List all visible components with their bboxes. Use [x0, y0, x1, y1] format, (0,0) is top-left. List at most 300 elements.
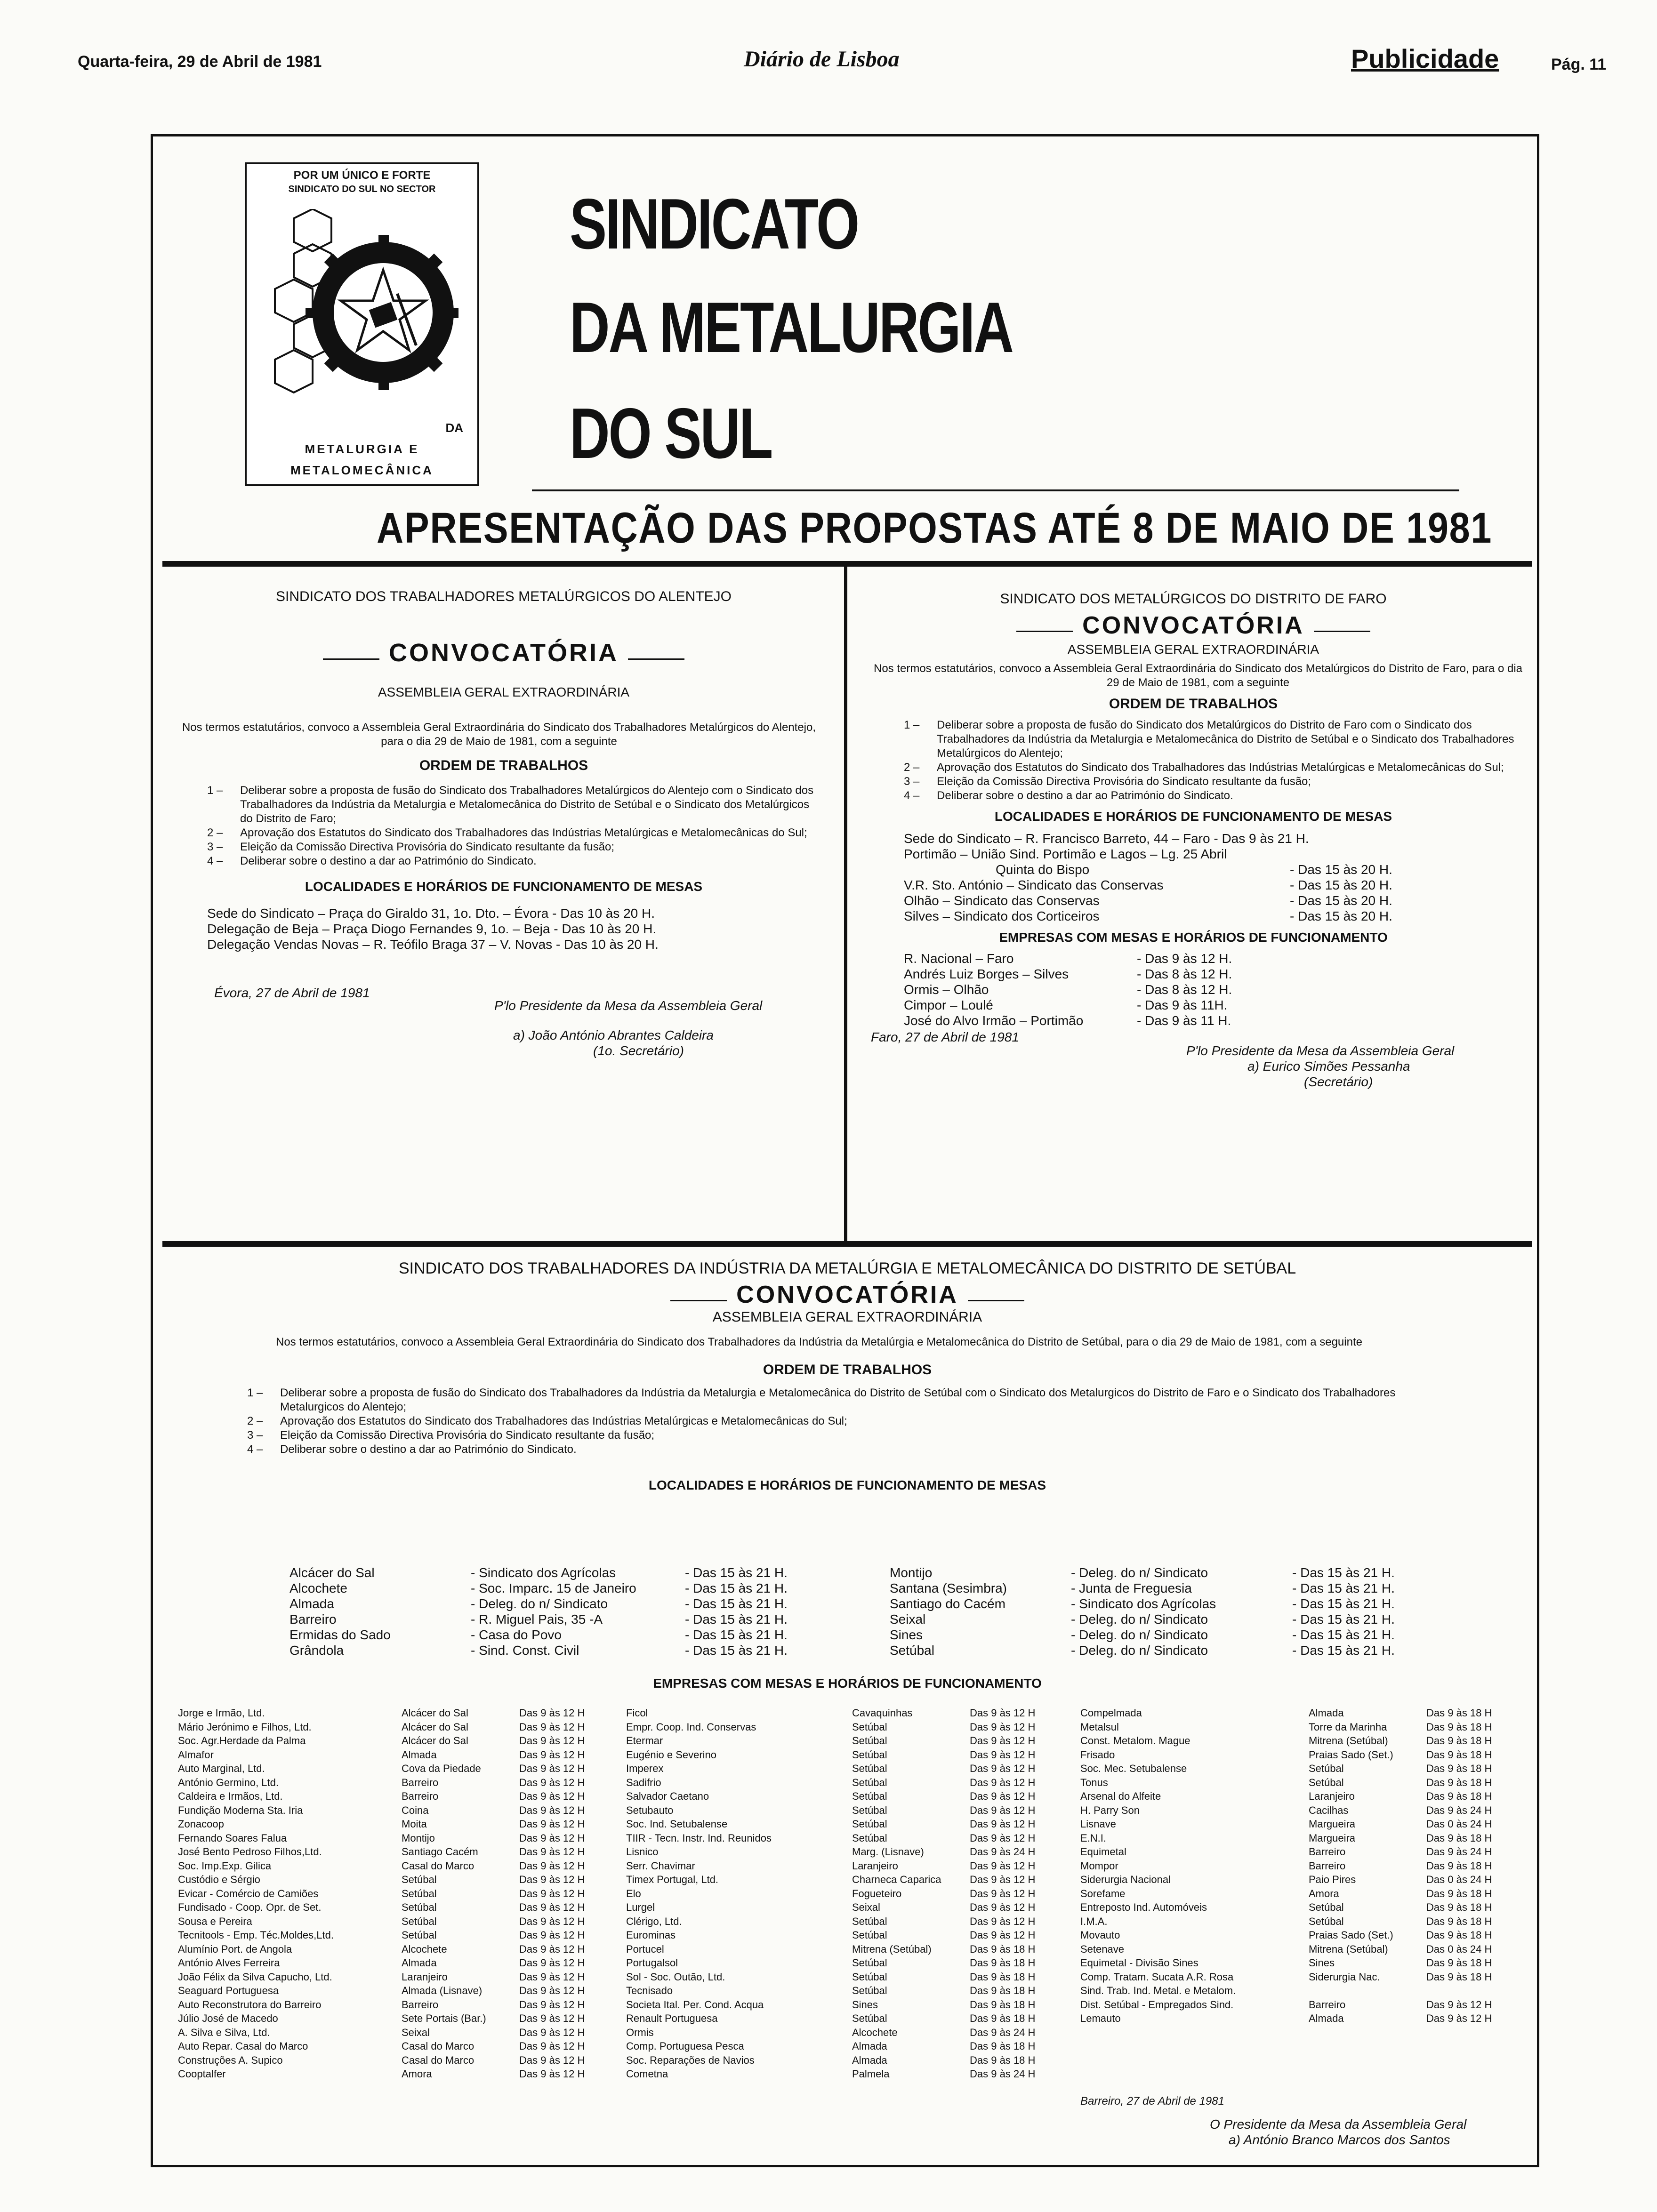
location-row-cell: - Deleg. do n/ Sindicato — [1071, 1612, 1208, 1627]
company-row-cell: Almada — [1309, 1707, 1344, 1719]
company-row-cell: Júlio José de Macedo — [178, 2012, 278, 2024]
location-row-cell: - Das 15 às 21 H. — [1292, 1612, 1395, 1627]
company-row-cell: Alcochete — [402, 1943, 447, 1955]
company-row-cell: Sind. Trab. Ind. Metal. e Metalom. — [1080, 1985, 1236, 1996]
company-row-cell: Das 9 às 12 H — [970, 1859, 1036, 1872]
logo-line-3: DA — [445, 421, 463, 435]
company-row-cell: Comp. Portuguesa Pesca — [626, 2040, 744, 2052]
company-row-cell: A. Silva e Silva, Ltd. — [178, 2026, 270, 2038]
setubal-org: SINDICATO DOS TRABALHADORES DA INDÚSTRIA DA METALÚRGIA E METALOMECÂNICA DO DISTRITO DE SETÚBAL — [398, 1259, 1296, 1277]
company-row-cell: António Alves Ferreira — [178, 1957, 280, 1969]
company-row: R. Nacional – Faro - Das 9 às 12 H. — [904, 951, 1232, 966]
page-number: Pág. 11 — [1551, 56, 1607, 73]
company-row-cell: Das 9 às 12 H — [970, 1707, 1036, 1719]
location-row-cell: - Deleg. do n/ Sindicato — [1071, 1565, 1208, 1580]
company-row-cell: Das 9 às 18 H — [1426, 1859, 1492, 1872]
company-row — [626, 1915, 1059, 1929]
logo-line-5: METALOMECÂNICA — [290, 463, 434, 477]
location-row-cell: - Das 15 às 21 H. — [1292, 1581, 1395, 1595]
company-row-cell: Setúbal — [1309, 1763, 1344, 1774]
company-row-cell: Caldeira e Irmãos, Ltd. — [178, 1790, 283, 1802]
company-row-cell: Compelmada — [1080, 1707, 1142, 1719]
company-row — [178, 1706, 609, 1720]
company-row-cell — [1426, 1984, 1516, 1998]
company-row — [178, 1762, 609, 1776]
location-row: V.R. Sto. António – Sindicato das Conservas - Das 15 às 20 H. — [904, 878, 1392, 892]
faro-agenda — [904, 718, 1530, 803]
agenda-item: 4 – Deliberar sobre o destino a dar ao Património do Sindicato. — [207, 855, 537, 867]
company-row-cell: Das 0 às 24 H — [1426, 1874, 1492, 1885]
company-row — [178, 1956, 609, 1970]
company-row-cell: Santiago Cacém — [402, 1846, 478, 1858]
company-row-cell: Das 9 às 18 H — [1426, 1915, 1492, 1927]
location-row-cell: - Sind. Const. Civil — [471, 1643, 579, 1658]
company-row-cell: Alcácer do Sal — [402, 1735, 468, 1747]
company-row-cell: Das 9 às 12 H — [519, 1804, 585, 1816]
company-row-cell: Das 9 às 18 H — [1426, 1832, 1492, 1844]
agenda-item: 4 – Deliberar sobre o destino a dar ao Património do Sindicato. — [904, 789, 1233, 802]
company-row-cell: Fundisado - Coop. Opr. de Set. — [178, 1901, 322, 1913]
company-row — [178, 1748, 609, 1762]
company-row-cell: Alumínio Port. de Angola — [178, 1943, 292, 1955]
faro-ordem: ORDEM DE TRABALHOS — [1109, 696, 1278, 712]
location-row-cell: Almada — [290, 1596, 334, 1611]
location-row — [890, 1627, 1415, 1643]
company-row-cell: Siderurgia Nacional — [1080, 1874, 1171, 1885]
company-row-cell: Setúbal — [852, 1735, 887, 1747]
company-row-cell: Soc. Imp.Exp. Gilica — [178, 1859, 272, 1872]
location-row-cell: - Das 15 às 21 H. — [685, 1596, 788, 1611]
company-row-cell: Setúbal — [402, 1901, 437, 1913]
location-row-cell: - Deleg. do n/ Sindicato — [1071, 1643, 1208, 1658]
company-row-cell: Laranjeiro — [402, 1971, 448, 1983]
company-row-cell: Das 9 às 18 H — [970, 1985, 1036, 1996]
company-row-cell: Clérigo, Ltd. — [626, 1915, 682, 1927]
company-row-cell: Elo — [626, 1887, 641, 1899]
alentejo-convocatoria — [169, 638, 838, 667]
company-row-cell: Das 9 às 18 H — [970, 1971, 1036, 1983]
location-row-cell: - Das 15 às 21 H. — [685, 1627, 788, 1642]
company-row — [1080, 1720, 1516, 1734]
company-row — [1080, 1734, 1516, 1748]
company-row-cell: Torre da Marinha — [1309, 1721, 1387, 1733]
company-row-cell: Mitrena (Setúbal) — [1309, 1735, 1388, 1747]
faro-companies — [904, 951, 1232, 1028]
location-row-cell: - Sindicato dos Agrícolas — [471, 1565, 616, 1580]
agenda-item: 3 – Eleição da Comissão Directiva Provisória do Sindicato resultante da fusão; — [207, 841, 615, 853]
company-row-cell: Renault Portuguesa — [626, 2012, 718, 2024]
company-row-cell: Das 9 às 18 H — [1426, 1735, 1492, 1747]
location-row — [890, 1596, 1415, 1611]
company-row-cell: Das 9 às 18 H — [1426, 1957, 1492, 1969]
company-row-cell: Comp. Tratam. Sucata A.R. Rosa — [1080, 1971, 1234, 1983]
company-row-cell: Setúbal — [852, 1763, 887, 1774]
company-row-cell: Soc. Reparações de Navios — [626, 2054, 755, 2066]
company-row-cell: Cova da Piedade — [402, 1763, 481, 1774]
company-row — [626, 1900, 1059, 1915]
agenda-item: 2 – Aprovação dos Estatutos do Sindicato dos Trabalhadores das Indústrias Metalúrgicas e Metalomecânicas do Sul; — [904, 761, 1504, 774]
location-row-cell: Alcácer do Sal — [290, 1565, 375, 1580]
company-row-cell: Das 9 às 12 H — [519, 1943, 585, 1955]
company-row-cell: Setúbal — [852, 1832, 887, 1844]
location-row — [290, 1643, 807, 1658]
location-row — [890, 1611, 1415, 1627]
alentejo-signature-title: P'lo Presidente da Mesa da Assembleia Geral — [494, 998, 763, 1013]
faro-convocatoria — [857, 611, 1530, 640]
location-row-cell: Ermidas do Sado — [290, 1627, 391, 1642]
company-row — [626, 2039, 1059, 2053]
setubal-emp-title: EMPRESAS COM MESAS E HORÁRIOS DE FUNCIONAMENTO — [653, 1676, 1042, 1691]
company-row-cell: Entreposto Ind. Automóveis — [1080, 1901, 1207, 1913]
company-row-cell: Setúbal — [402, 1929, 437, 1941]
company-row: Ormis – Olhão - Das 8 às 12 H. — [904, 982, 1232, 997]
company-row-cell: Barreiro — [1309, 1998, 1346, 2011]
company-row — [626, 2053, 1059, 2068]
location-row-cell: Setúbal — [890, 1643, 934, 1658]
setubal-loc-title: LOCALIDADES E HORÁRIOS DE FUNCIONAMENTO DE MESAS — [648, 1478, 1046, 1492]
company-row: Cimpor – Loulé - Das 9 às 11H. — [904, 998, 1228, 1012]
masthead: Diário de Lisboa — [744, 47, 900, 72]
company-row-cell: Das 9 às 18 H — [1426, 1748, 1492, 1761]
location-row: Silves – Sindicato dos Corticeiros - Das 15 às 20 H. — [904, 909, 1392, 923]
faro-intro: Nos termos estatutários, convoco a Assembleia Geral Extraordinária do Sindicato dos Metalúrgicos do Distrito de Faro, para o dia 29 de Maio de 1981, com a seguinte — [873, 662, 1522, 689]
company-row-cell: Soc. Ind. Setubalense — [626, 1818, 728, 1830]
location-row-cell: - Das 15 às 21 H. — [685, 1612, 788, 1627]
setubal-locations-left — [290, 1565, 807, 1658]
company-row-cell: Laranjeiro — [1309, 1790, 1355, 1802]
setubal-agenda — [247, 1386, 1438, 1457]
company-row-cell: Seixal — [402, 2026, 430, 2038]
company-row-cell: Cooptalfer — [178, 2068, 226, 2080]
company-row-cell: Auto Marginal, Ltd. — [178, 1763, 265, 1774]
company-row-cell: António Germino, Ltd. — [178, 1776, 279, 1788]
company-row-cell: Fernando Soares Falua — [178, 1832, 287, 1844]
location-row — [290, 1596, 807, 1611]
alentejo-place-date: Évora, 27 de Abril de 1981 — [214, 986, 370, 1000]
logo-line-2: SINDICATO DO SUL NO SECTOR — [288, 184, 436, 194]
agenda-item: 3 – Eleição da Comissão Directiva Provisória do Sindicato resultante da fusão; — [904, 775, 1311, 788]
company-row-cell: Auto Repar. Casal do Marco — [178, 2040, 308, 2052]
company-row-cell: Equimetal - Divisão Sines — [1080, 1957, 1199, 1969]
setubal-companies-col3 — [1080, 1706, 1516, 2026]
company-row-cell: Sol - Soc. Outão, Ltd. — [626, 1971, 725, 1983]
faro-assembly: ASSEMBLEIA GERAL EXTRAORDINÁRIA — [1067, 642, 1319, 657]
company-row-cell: Das 9 às 24 H — [1426, 1846, 1492, 1858]
company-row-cell: Lemauto — [1080, 2012, 1121, 2024]
company-row-cell: Setúbal — [852, 1748, 887, 1761]
company-row — [1080, 1887, 1516, 1901]
faro-locations — [904, 846, 1392, 924]
company-row-cell: Setúbal — [852, 1818, 887, 1830]
company-row — [626, 1942, 1059, 1956]
company-row-cell: I.M.A. — [1080, 1915, 1108, 1927]
location-row-cell: - Das 15 às 21 H. — [1292, 1643, 1395, 1658]
agenda-item: 2 – Aprovação dos Estatutos do Sindicato dos Trabalhadores das Indústrias Metalúrgicas e Metalomecânicas do Sul; — [247, 1415, 847, 1427]
company-row-cell: Das 9 às 18 H — [1426, 1721, 1492, 1733]
company-row — [1080, 1762, 1516, 1776]
company-row — [1080, 1831, 1516, 1845]
company-row — [626, 1845, 1059, 1859]
agenda-item: 1 – Deliberar sobre a proposta de fusão do Sindicato dos Trabalhadores Metalúrgicos do Alentejo com o Sindicato dos Trabalhadores da Indústria da Metalurgia e Metalomecânica do Distrito de Setúbal e o Sindicato dos Metalúrgicos do Distrito de Faro; — [207, 784, 814, 825]
company-row-cell: Das 9 às 18 H — [970, 1998, 1036, 2011]
company-row-cell: Das 9 às 18 H — [1426, 1887, 1492, 1899]
setubal-conv-label: CONVOCATÓRIA — [736, 1281, 958, 1308]
company-row-cell: Das 9 às 12 H — [519, 1748, 585, 1761]
location-line: Delegação de Beja – Praça Diogo Fernandes 9, 1o. – Beja - Das 10 às 20 H. — [207, 922, 657, 936]
company-row — [1080, 2012, 1516, 2026]
title-underline — [532, 489, 1459, 491]
location-line: Sede do Sindicato – Praça do Giraldo 31, 1o. Dto. – Évora - Das 10 às 20 H. — [207, 906, 655, 921]
company-row-cell: Eugénio e Severino — [626, 1748, 717, 1761]
company-row-cell: Evicar - Comércio de Camiões — [178, 1887, 319, 1899]
company-row-cell: Coina — [402, 1804, 429, 1816]
company-row-cell: Das 0 às 24 H — [1426, 1943, 1492, 1955]
company-row-cell: Amora — [1309, 1887, 1339, 1899]
company-row — [626, 1887, 1059, 1901]
company-row — [1080, 1748, 1516, 1762]
faro-signature-role: (Secretário) — [1304, 1074, 1373, 1089]
company-row-cell: Setúbal — [1309, 1901, 1344, 1913]
company-row-cell: Lisnave — [1080, 1818, 1116, 1830]
agenda-item: 1 – Deliberar sobre a proposta de fusão do Sindicato dos Trabalhadores da Indústria da Metalurgia e Metalomecânica do Distrito de Setúbal com o Sindicato dos Metalurgicos do Distrito de Faro e o Sindicato dos Trabalhadores Metalurgicos do Alentejo; — [247, 1387, 1396, 1413]
company-row-cell: Etermar — [626, 1735, 663, 1747]
company-row-cell: Setúbal — [852, 1985, 887, 1996]
company-row-cell: Das 9 às 12 H — [519, 1915, 585, 1927]
company-row-cell: Almada — [852, 2040, 887, 2052]
company-row — [626, 1817, 1059, 1831]
gear-icon — [265, 209, 458, 407]
company-row-cell: Das 9 às 12 H — [519, 2040, 585, 2052]
divider-top — [162, 561, 1532, 567]
divider-vertical — [844, 567, 847, 1244]
company-row-cell: Siderurgia Nac. — [1309, 1971, 1380, 1983]
location-row — [290, 1580, 807, 1596]
company-row-cell: Barreiro — [402, 1776, 439, 1788]
company-row-cell: Das 9 às 12 H — [519, 1846, 585, 1858]
location-row-cell: - Das 15 às 21 H. — [1292, 1565, 1395, 1580]
faro-org: SINDICATO DOS METALÚRGICOS DO DISTRITO DE FARO — [1000, 591, 1387, 607]
alentejo-intro: Nos termos estatutários, convoco a Assembleia Geral Extraordinária do Sindicato dos Trabalhadores Metalúrgicos do Alentejo, para o dia 29 de Maio de 1981, com a seguinte — [182, 721, 816, 748]
company-row-cell: Amora — [402, 2068, 432, 2080]
company-row — [178, 1776, 609, 1790]
company-row — [178, 1859, 609, 1873]
alentejo-signature-name: a) João António Abrantes Caldeira — [513, 1028, 714, 1042]
agenda-item: 4 – Deliberar sobre o destino a dar ao Património do Sindicato. — [247, 1443, 577, 1456]
company-row-cell: Das 9 às 12 H — [519, 2026, 585, 2038]
company-row-cell: Setubauto — [626, 1804, 674, 1816]
company-row-cell: E.N.I. — [1080, 1832, 1107, 1844]
company-row — [626, 2026, 1059, 2040]
company-row-cell: Setúbal — [852, 2012, 887, 2024]
company-row-cell: Das 9 às 12 H — [970, 1776, 1036, 1788]
location-row — [890, 1580, 1415, 1596]
company-row-cell: Equimetal — [1080, 1846, 1126, 1858]
location-row — [290, 1627, 807, 1643]
company-row-cell: Serr. Chavimar — [626, 1859, 695, 1872]
company-row-cell: Das 9 às 12 H — [970, 1874, 1036, 1885]
location-row — [290, 1611, 807, 1627]
company-row-cell: Alcochete — [852, 2026, 898, 2038]
company-row-cell: Sines — [852, 1998, 878, 2011]
company-row-cell: Das 9 às 18 H — [970, 1957, 1036, 1969]
company-row — [178, 1887, 609, 1901]
company-row-cell: Empr. Coop. Ind. Conservas — [626, 1721, 756, 1733]
company-row-cell: Construções A. Supico — [178, 2054, 283, 2066]
company-row — [1080, 1915, 1516, 1929]
location-row: Portimão – União Sind. Portimão e Lagos – Lg. 25 Abril — [904, 847, 1227, 861]
company-row-cell: Das 9 às 12 H — [970, 1818, 1036, 1830]
logo-line-4: METALURGIA E — [305, 442, 419, 456]
company-row-cell: Fundição Moderna Sta. Iria — [178, 1804, 303, 1816]
location-row-cell: - Casa do Povo — [471, 1627, 562, 1642]
company-row-cell: Lisnico — [626, 1846, 659, 1858]
company-row — [1080, 1984, 1516, 1998]
company-row-cell: Palmela — [852, 2068, 890, 2080]
location-row: Olhão – Sindicato das Conservas - Das 15 às 20 H. — [904, 893, 1392, 908]
company-row-cell: Das 9 às 18 H — [970, 2054, 1036, 2066]
company-row-cell: Portucel — [626, 1943, 664, 1955]
company-row-cell: Das 9 às 12 H — [519, 1707, 585, 1719]
location-row — [890, 1643, 1415, 1658]
company-row-cell: Mário Jerónimo e Filhos, Ltd. — [178, 1721, 312, 1733]
company-row — [178, 2067, 609, 2081]
company-row-cell: Lurgel — [626, 1901, 655, 1913]
company-row-cell: Das 9 às 12 H — [519, 1735, 585, 1747]
company-row-cell: Cometna — [626, 2068, 668, 2080]
company-row — [1080, 1803, 1516, 1818]
location-line: Delegação Vendas Novas – R. Teófilo Braga 37 – V. Novas - Das 10 às 20 H. — [207, 937, 659, 952]
company-row-cell: Paio Pires — [1309, 1874, 1356, 1885]
company-row — [626, 2012, 1059, 2026]
location-row-cell: - Das 15 às 21 H. — [1292, 1627, 1395, 1642]
faro-place-date: Faro, 27 de Abril de 1981 — [871, 1030, 1019, 1044]
company-row-cell: Das 9 às 12 H — [519, 2012, 585, 2024]
company-row-cell: Casal do Marco — [402, 1859, 475, 1872]
company-row-cell: Das 9 às 12 H — [519, 1818, 585, 1830]
setubal-signature-name: a) António Branco Marcos dos Santos — [1229, 2132, 1450, 2147]
company-row-cell: José Bento Pedroso Filhos,Ltd. — [178, 1846, 322, 1858]
company-row-cell: Barreiro — [402, 1790, 439, 1802]
company-row — [178, 1789, 609, 1803]
agenda-item: 1 – Deliberar sobre a proposta de fusão do Sindicato dos Metalúrgicos do Distrito de Faro com o Sindicato dos Trabalhadores da Indústria da Metalurgia e Metalomecânica do Distrito de Setúbal e o Sindicato dos Trabalhadores Metalúrgicos do Alentejo; — [904, 719, 1514, 760]
location-row — [890, 1565, 1415, 1580]
company-row — [626, 1873, 1059, 1887]
company-row-cell: Setúbal — [852, 1776, 887, 1788]
company-row-cell: Das 9 às 12 H — [519, 1957, 585, 1969]
company-row — [178, 1970, 609, 1984]
company-row — [626, 2067, 1059, 2081]
company-row-cell: Imperex — [626, 1763, 664, 1774]
company-row-cell: Alcácer do Sal — [402, 1707, 468, 1719]
company-row — [626, 1928, 1059, 1942]
company-row — [178, 2012, 609, 2026]
agenda-item: 3 – Eleição da Comissão Directiva Provisória do Sindicato resultante da fusão; — [247, 1429, 655, 1442]
company-row-cell: Das 9 às 24 H — [970, 2068, 1036, 2080]
location-row-cell: - R. Miguel Pais, 35 -A — [471, 1612, 603, 1627]
company-row-cell: Das 9 às 12 H — [970, 1735, 1036, 1747]
company-row-cell: Almada — [852, 2054, 887, 2066]
company-row-cell: Cacilhas — [1309, 1804, 1349, 1816]
subtitle: APRESENTAÇÃO DAS PROPOSTAS ATÉ 8 DE MAIO DE 1981 — [377, 504, 1493, 552]
company-row-cell: Das 9 às 18 H — [1426, 1929, 1492, 1941]
issue-date: Quarta-feira, 29 de Abril de 1981 — [78, 53, 322, 71]
company-row — [626, 1748, 1059, 1762]
alentejo-locations — [207, 906, 838, 952]
company-row-cell: Soc. Mec. Setubalense — [1080, 1763, 1187, 1774]
location-row-cell: - Das 15 às 21 H. — [1292, 1596, 1395, 1611]
company-row-cell: Seaguard Portuguesa — [178, 1985, 279, 1996]
company-row — [178, 1734, 609, 1748]
company-row-cell: Das 9 às 12 H — [519, 1776, 585, 1788]
company-row-cell: Portugalsol — [626, 1957, 678, 1969]
alentejo-conv-label: CONVOCATÓRIA — [389, 639, 619, 667]
company-row — [178, 2053, 609, 2068]
company-row — [626, 1970, 1059, 1984]
company-row-cell: Barreiro — [1309, 1846, 1346, 1858]
location-row-cell: Sines — [890, 1627, 923, 1642]
location-row: Quinta do Bispo - Das 15 às 20 H. — [996, 862, 1392, 877]
union-logo — [245, 162, 479, 486]
company-row-cell: Montijo — [402, 1832, 435, 1844]
setubal-companies-col1 — [178, 1706, 609, 2081]
location-row-cell: Seixal — [890, 1612, 926, 1627]
alentejo-signature-role: (1o. Secretário) — [593, 1043, 684, 1058]
setubal-companies-col2 — [626, 1706, 1059, 2081]
company-row-cell: H. Parry Son — [1080, 1804, 1140, 1816]
location-row-cell: Grândola — [290, 1643, 344, 1658]
company-row-cell: Sines — [1309, 1957, 1335, 1969]
setubal-notice — [162, 1259, 1532, 1493]
company-row: Andrés Luiz Borges – Silves - Das 8 às 12 H. — [904, 967, 1232, 981]
company-row-cell: Das 9 às 24 H — [1426, 1804, 1492, 1816]
company-row — [178, 1720, 609, 1734]
company-row-cell: Das 9 às 18 H — [1426, 1763, 1492, 1774]
company-row — [1080, 1942, 1516, 1956]
company-row-cell: Das 9 às 12 H — [519, 1901, 585, 1913]
company-row-cell: Das 9 às 12 H — [970, 1832, 1036, 1844]
company-row-cell: Setúbal — [852, 1957, 887, 1969]
company-row — [1080, 1706, 1516, 1720]
location-row-cell: Santiago do Cacém — [890, 1596, 1005, 1611]
company-row-cell: Salvador Caetano — [626, 1790, 709, 1802]
company-row — [1080, 1789, 1516, 1803]
company-row-cell: Sousa e Pereira — [178, 1915, 252, 1927]
location-row-cell: Santana (Sesimbra) — [890, 1581, 1007, 1595]
company-row-cell: Barreiro — [402, 1998, 439, 2011]
company-row-cell: Das 9 às 12 H — [519, 1790, 585, 1802]
company-row-cell: Setúbal — [852, 1721, 887, 1733]
company-row — [1080, 1776, 1516, 1790]
company-row — [626, 1720, 1059, 1734]
location-row-cell: - Sindicato dos Agrícolas — [1071, 1596, 1216, 1611]
company-row-cell: Das 9 às 12 H — [519, 1971, 585, 1983]
company-row-cell: Charneca Caparica — [852, 1874, 941, 1885]
company-row-cell: Das 9 às 12 H — [970, 1804, 1036, 1816]
company-row-cell: Dist. Setúbal - Empregados Sind. — [1080, 1998, 1234, 2011]
location-row-cell: - Soc. Imparc. 15 de Janeiro — [471, 1581, 636, 1595]
company-row-cell: Das 9 às 24 H — [970, 1846, 1036, 1858]
company-row-cell: Auto Reconstrutora do Barreiro — [178, 1998, 322, 2011]
divider-middle — [162, 1241, 1532, 1247]
company-row — [178, 1915, 609, 1929]
setubal-locations-right — [890, 1565, 1415, 1658]
location-row-cell: Barreiro — [290, 1612, 337, 1627]
company-row — [178, 1803, 609, 1818]
faro-sede: Sede do Sindicato – R. Francisco Barreto, 44 – Faro - Das 9 às 21 H. — [904, 831, 1309, 846]
company-row-cell: Setúbal — [402, 1887, 437, 1899]
company-row — [178, 1928, 609, 1942]
company-row-cell — [1309, 1984, 1426, 1998]
